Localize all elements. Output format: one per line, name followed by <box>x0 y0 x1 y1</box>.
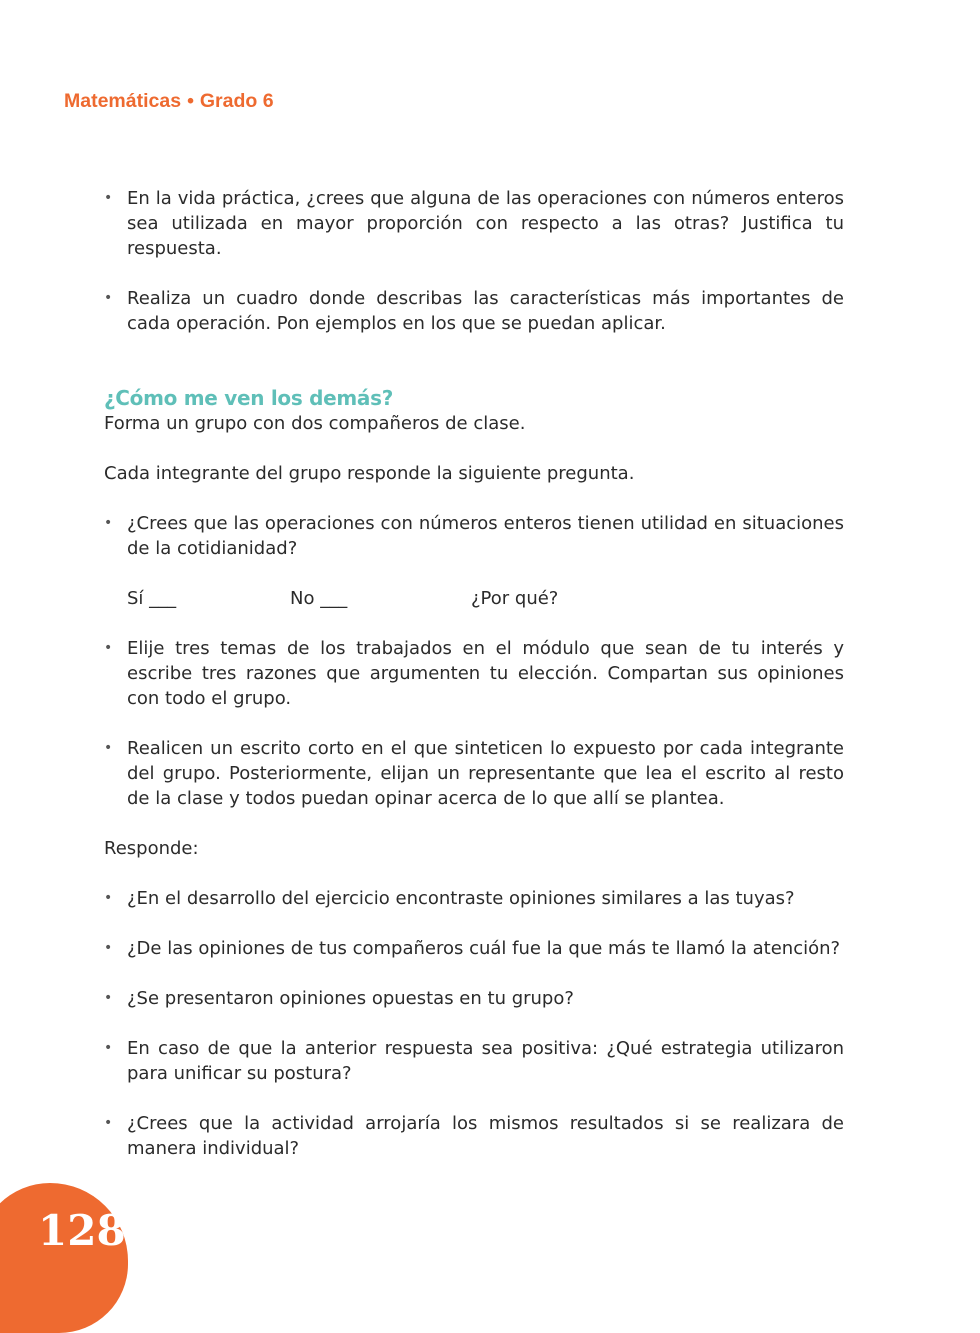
list-item: • ¿Se presentaron opiniones opuestas en tu grupo? <box>104 986 844 1011</box>
responde-label: Responde: <box>104 838 199 859</box>
list-item: • ¿Crees que la actividad arrojaría los mismos resultados si se realizara de manera individual? <box>104 1111 844 1161</box>
section-title: ¿Cómo me ven los demás? <box>104 386 394 410</box>
reflection-bullet-list <box>104 886 844 1161</box>
page-number: 128 <box>38 1206 126 1255</box>
header-subject: Matemáticas <box>64 90 182 112</box>
running-header <box>64 90 274 113</box>
list-item: • En la vida práctica, ¿crees que alguna de las operaciones con números enteros sea utilizada en mayor proporción con respecto a las otras? Justifica tu respuesta. <box>104 186 844 261</box>
page-content <box>104 186 844 1161</box>
list-item: • Realiza un cuadro donde describas las características más importantes de cada operación. Pon ejemplos en los que se puedan aplicar. <box>104 286 844 336</box>
header-grade: Grado 6 <box>199 90 274 112</box>
list-item: • En caso de que la anterior respuesta sea positiva: ¿Qué estrategia utilizaron para unificar su postura? <box>104 1036 844 1086</box>
header-separator: • <box>187 90 194 112</box>
list-item: • Elije tres temas de los trabajados en el módulo que sean de tu interés y escribe tres razones que argumenten tu elección. Compartan sus opiniones con todo el grupo. <box>104 636 844 711</box>
answer-yes: Sí ___ <box>127 588 177 609</box>
question-list <box>104 511 844 561</box>
activity-bullet-list <box>104 636 844 811</box>
list-item: • ¿En el desarrollo del ejercicio encontraste opiniones similares a las tuyas? <box>104 886 844 911</box>
answer-row <box>127 586 844 611</box>
answer-why: ¿Por qué? <box>471 588 559 609</box>
list-item: • ¿Crees que las operaciones con números enteros tienen utilidad en situaciones de la cotidianidad? <box>104 511 844 561</box>
section-intro-group: Forma un grupo con dos compañeros de clase. <box>104 413 526 434</box>
intro-bullet-list <box>104 186 844 336</box>
section-intro-question: Cada integrante del grupo responde la siguiente pregunta. <box>104 463 635 484</box>
answer-no: No ___ <box>290 588 348 609</box>
list-item: • ¿De las opiniones de tus compañeros cuál fue la que más te llamó la atención? <box>104 936 844 961</box>
list-item: • Realicen un escrito corto en el que sinteticen lo expuesto por cada integrante del grupo. Posteriormente, elijan un representante que lea el escrito al resto de la clase y todos puedan opinar acerca de lo que allí se plantea. <box>104 736 844 811</box>
